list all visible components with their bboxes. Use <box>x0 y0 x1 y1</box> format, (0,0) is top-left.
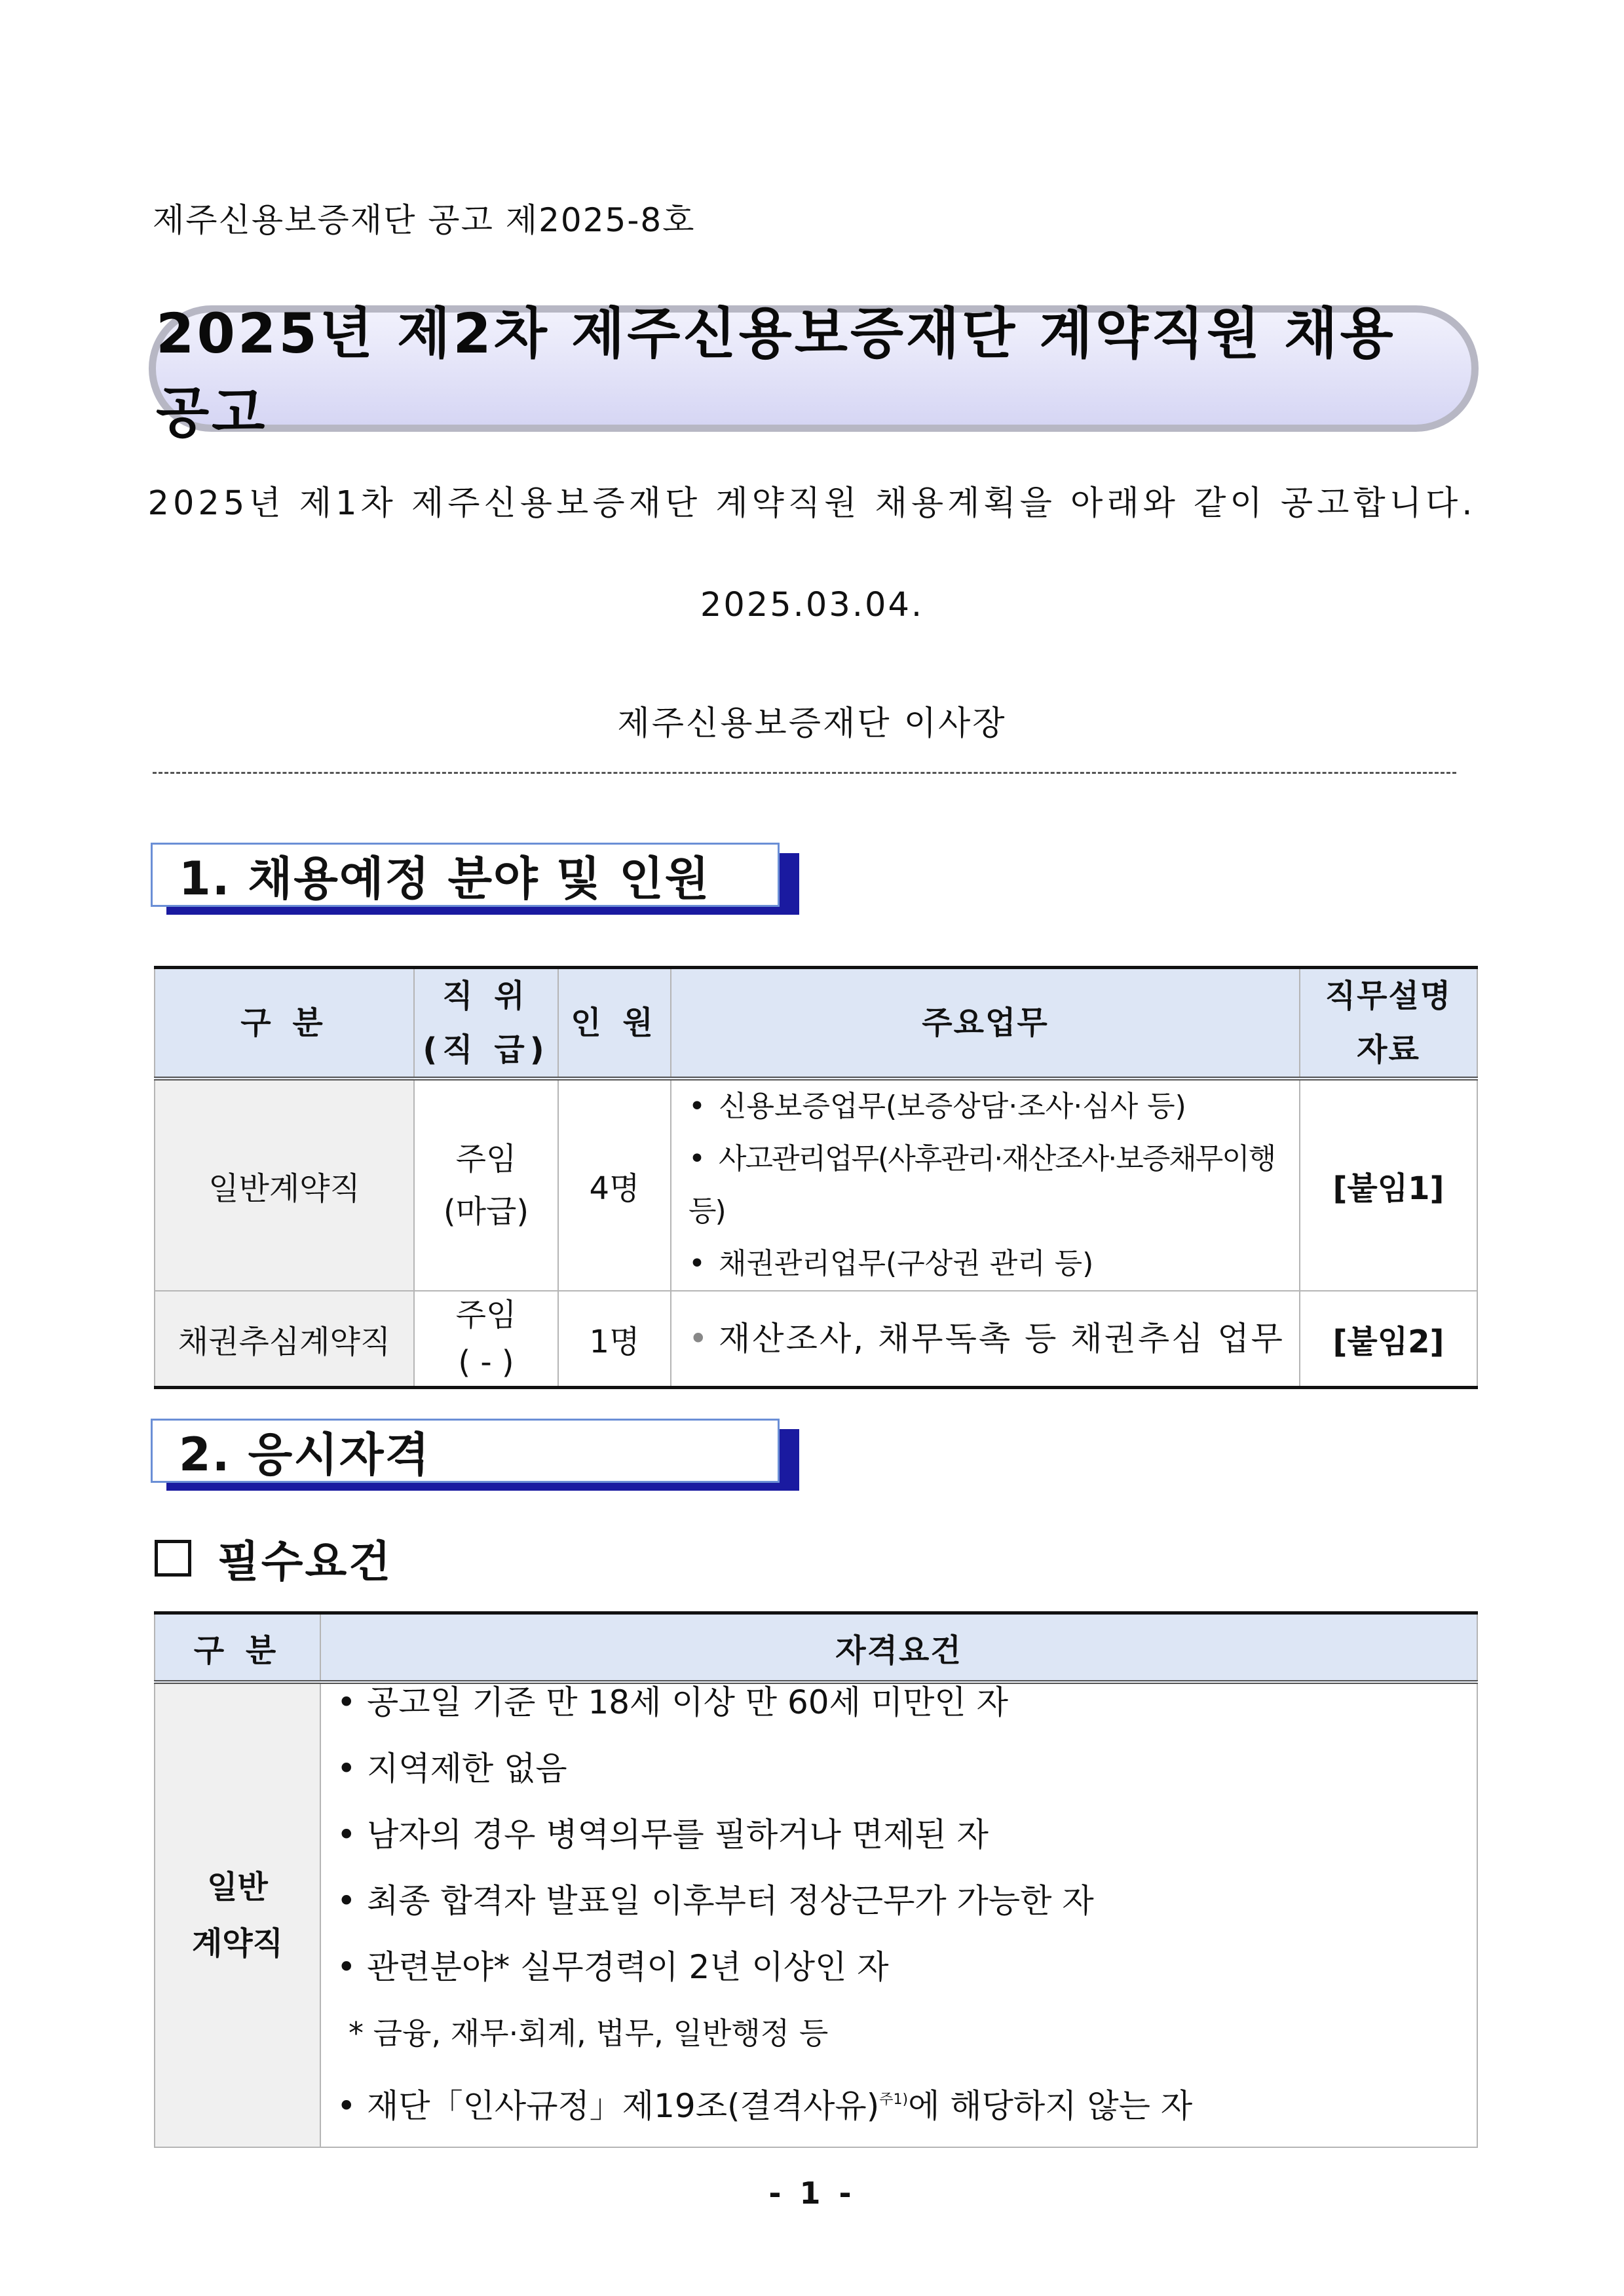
col-jobdesc <box>1300 968 1477 1079</box>
dashed-divider <box>153 772 1456 774</box>
row-category: 채권추심계약직 <box>155 1291 414 1388</box>
table-row <box>155 1682 1477 2147</box>
col-headcount: 인 원 <box>558 968 671 1079</box>
section2-heading-text: 2. 응시자격 <box>179 1427 431 1482</box>
list-item <box>337 1670 1477 1736</box>
list-item <box>337 1934 1477 2000</box>
requirement-note: * 금융, 재무·회계, 법무, 일반행정 등 <box>349 2016 829 2051</box>
list-item <box>689 1312 1299 1365</box>
row-reference: [붙임1] <box>1300 1079 1477 1291</box>
duty-text: 재산조사, 채무독촉 등 채권추심 업무 <box>719 1320 1285 1358</box>
section-heading-box <box>151 1419 780 1483</box>
col-position <box>414 968 558 1079</box>
col-jobdesc-line2: 자료 <box>1357 1031 1420 1068</box>
duty-text: 사고관리업무(사후관리·재산조사·보증채무이행 등) <box>689 1142 1275 1228</box>
col-category: 구 분 <box>155 1613 320 1683</box>
row-headcount: 4명 <box>558 1079 671 1291</box>
list-item <box>689 1133 1299 1238</box>
section2-heading <box>151 1419 799 1491</box>
bullet-icon: • <box>337 1816 356 1854</box>
title-banner <box>149 301 1479 445</box>
col-jobdesc-line1: 직무설명 <box>1325 978 1452 1014</box>
checkbox-square-icon <box>155 1540 191 1577</box>
list-item <box>689 1238 1299 1290</box>
table-row <box>155 1291 1477 1388</box>
list-item <box>337 1802 1477 1868</box>
requirement-text: 재단「인사규정」제19조(결격사유) <box>367 2087 880 2125</box>
col-position-line2: (직 급) <box>423 1031 550 1068</box>
row-reference: [붙임2] <box>1300 1291 1477 1388</box>
bullet-icon: • <box>689 1247 706 1280</box>
category-line1: 일반 <box>207 1869 268 1905</box>
list-item <box>689 1081 1299 1133</box>
section-heading-box <box>151 843 780 907</box>
requirement-text-suffix: 에 해당하지 않는 자 <box>908 2087 1193 2125</box>
col-category: 구 분 <box>155 968 414 1079</box>
row-headcount: 1명 <box>558 1291 671 1388</box>
bullet-icon: • <box>689 1320 708 1358</box>
notice-number: 제주신용보증재단 공고 제2025-8호 <box>153 201 696 239</box>
bullet-icon: • <box>337 1948 356 1986</box>
bullet-icon: • <box>689 1090 706 1123</box>
list-item <box>337 1868 1477 1934</box>
bullet-icon: • <box>337 2087 356 2125</box>
requirements-subheading <box>155 1527 392 1589</box>
qualification-table <box>154 1611 1478 2148</box>
row-position-grade: ( - ) <box>458 1344 514 1381</box>
row-position <box>414 1079 558 1291</box>
requirement-text: 지역제한 없음 <box>367 1750 567 1788</box>
requirement-text: 관련분야* 실무경력이 2년 이상인 자 <box>367 1948 889 1986</box>
bullet-icon: • <box>689 1142 706 1176</box>
bullet-icon: • <box>337 1750 356 1788</box>
row-requirements <box>320 1682 1477 2147</box>
requirement-text: 남자의 경우 병역의무를 필하거나 면제된 자 <box>367 1816 989 1854</box>
issuer: 제주신용보증재단 이사장 <box>617 704 1007 743</box>
section1-heading-text: 1. 채용예정 분야 및 인원 <box>179 851 711 906</box>
row-category: 일반계약직 <box>155 1079 414 1291</box>
requirements-subheading-text: 필수요건 <box>217 1537 393 1587</box>
col-requirements: 자격요건 <box>320 1613 1477 1683</box>
positions-table <box>154 966 1478 1389</box>
positions-header-row <box>155 968 1477 1079</box>
row-position-grade: (마급) <box>443 1193 529 1230</box>
footnote-marker: 주1) <box>879 2092 909 2108</box>
bullet-icon: • <box>337 1882 356 1920</box>
duty-text: 채권관리업무(구상권 관리 등) <box>719 1247 1094 1280</box>
row-position-title: 주임 <box>455 1141 517 1177</box>
duty-text: 신용보증업무(보증상담·조사·심사 등) <box>719 1090 1186 1123</box>
row-position <box>414 1291 558 1388</box>
col-position-line1: 직 위 <box>442 978 530 1014</box>
row-category <box>155 1682 320 2147</box>
page-title: 2025년 제2차 제주신용보증재단 계약직원 채용 공고 <box>156 301 1396 445</box>
col-duties: 주요업무 <box>671 968 1300 1079</box>
row-position-title: 주임 <box>455 1297 517 1333</box>
page-number: - 1 - <box>768 2175 856 2211</box>
requirement-text: 공고일 기준 만 18세 이상 만 60세 미만인 자 <box>367 1683 1008 1721</box>
intro-text: 2025년 제1차 제주신용보증재단 계약직원 채용계획을 아래와 같이 공고합니다. <box>147 484 1477 523</box>
notice-date: 2025.03.04. <box>700 586 924 624</box>
row-duties <box>671 1079 1300 1291</box>
list-item <box>337 1736 1477 1802</box>
table-row <box>155 1079 1477 1291</box>
requirement-text: 최종 합격자 발표일 이후부터 정상근무가 가능한 자 <box>367 1882 1094 1920</box>
bullet-icon: • <box>337 1683 356 1721</box>
section1-heading <box>151 843 799 915</box>
list-item <box>337 2067 1477 2133</box>
row-duties <box>671 1291 1300 1388</box>
category-line2: 계약직 <box>191 1925 284 1962</box>
